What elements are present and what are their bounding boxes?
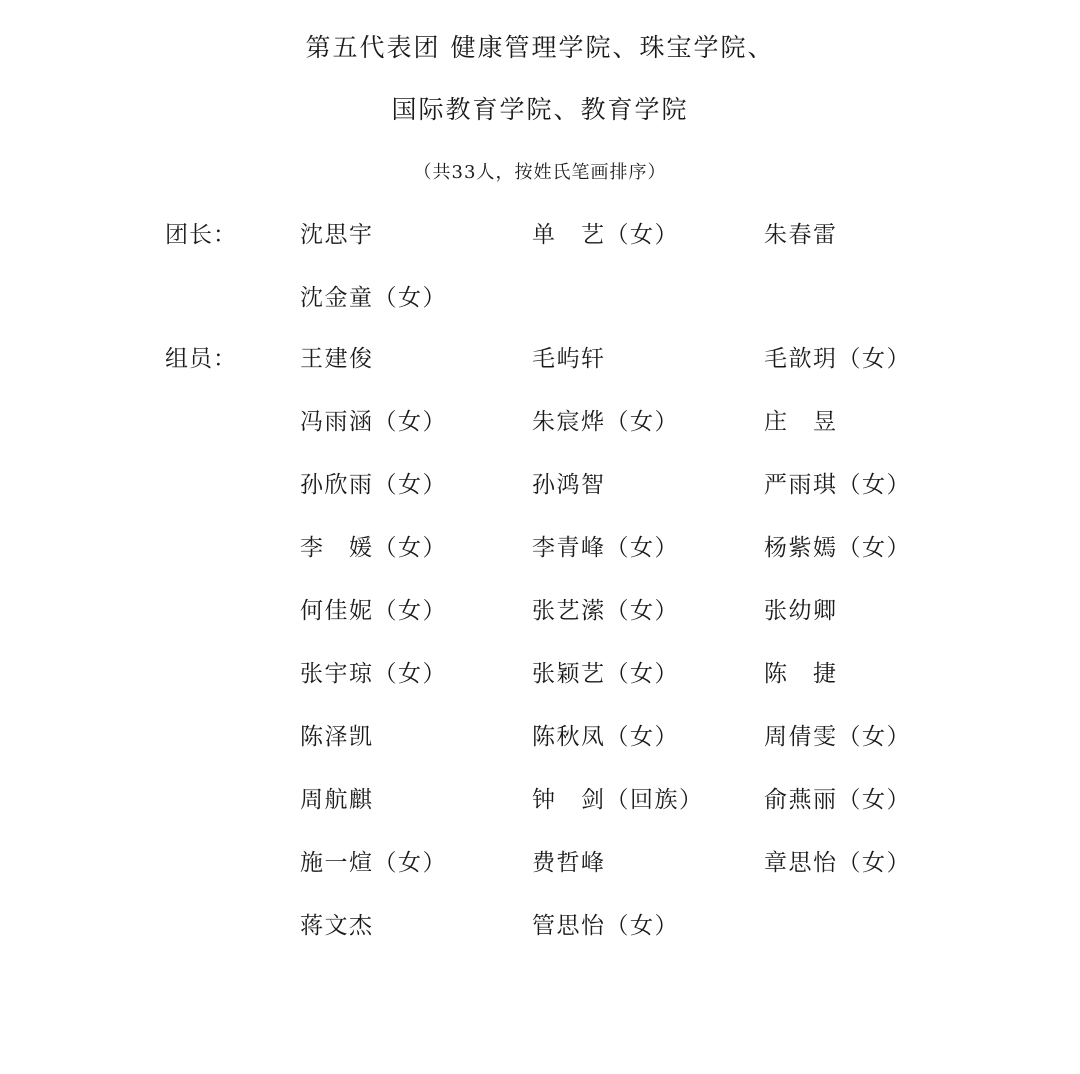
member-name: 钟 剑（回族）	[532, 787, 704, 813]
member-name: 张幼卿	[764, 598, 838, 624]
leaders-label: 团长：	[165, 222, 237, 248]
leader-name: 朱春雷	[764, 222, 838, 248]
member-name: 章思怡（女）	[764, 850, 911, 876]
member-name: 陈泽凯	[300, 724, 374, 750]
member-name: 杨紫嫣（女）	[764, 535, 911, 561]
member-name: 严雨琪（女）	[764, 472, 911, 498]
document-subtitle: （共33人，按姓氏笔画排序）	[413, 162, 667, 183]
member-name: 何佳妮（女）	[300, 598, 447, 624]
member-name: 毛歆玥（女）	[764, 346, 911, 372]
members-label: 组员：	[165, 346, 237, 372]
member-name: 施一煊（女）	[300, 850, 447, 876]
member-name: 庄 昱	[764, 409, 838, 435]
member-name: 管思怡（女）	[532, 913, 679, 939]
member-name: 朱宸烨（女）	[532, 409, 679, 435]
leader-name: 沈思宇	[300, 222, 374, 248]
member-name: 周倩雯（女）	[764, 724, 911, 750]
member-name: 陈秋凤（女）	[532, 724, 679, 750]
leaders-name-list	[300, 217, 1000, 343]
member-name: 周航麒	[300, 787, 374, 813]
member-name: 俞燕丽（女）	[764, 787, 911, 813]
member-name: 费哲峰	[532, 850, 606, 876]
member-name: 蒋文杰	[300, 913, 374, 939]
document-title-line-2: 国际教育学院、教育学院	[391, 95, 689, 124]
member-name: 陈 捷	[764, 661, 838, 687]
member-name: 李 媛（女）	[300, 535, 447, 561]
member-name: 孙鸿智	[532, 472, 606, 498]
member-name: 毛屿轩	[532, 346, 606, 372]
members-name-list	[300, 341, 1000, 971]
member-name: 张宇琼（女）	[300, 661, 447, 687]
document-title-line-1: 第五代表团 健康管理学院、珠宝学院、	[305, 33, 775, 62]
leader-name: 沈金童（女）	[300, 285, 447, 311]
member-name: 李青峰（女）	[532, 535, 679, 561]
member-name: 王建俊	[300, 346, 374, 372]
member-name: 冯雨涵（女）	[300, 409, 447, 435]
member-name: 孙欣雨（女）	[300, 472, 447, 498]
member-name: 张颖艺（女）	[532, 661, 679, 687]
member-name: 张艺潆（女）	[532, 598, 679, 624]
leader-name: 单 艺（女）	[532, 222, 679, 248]
